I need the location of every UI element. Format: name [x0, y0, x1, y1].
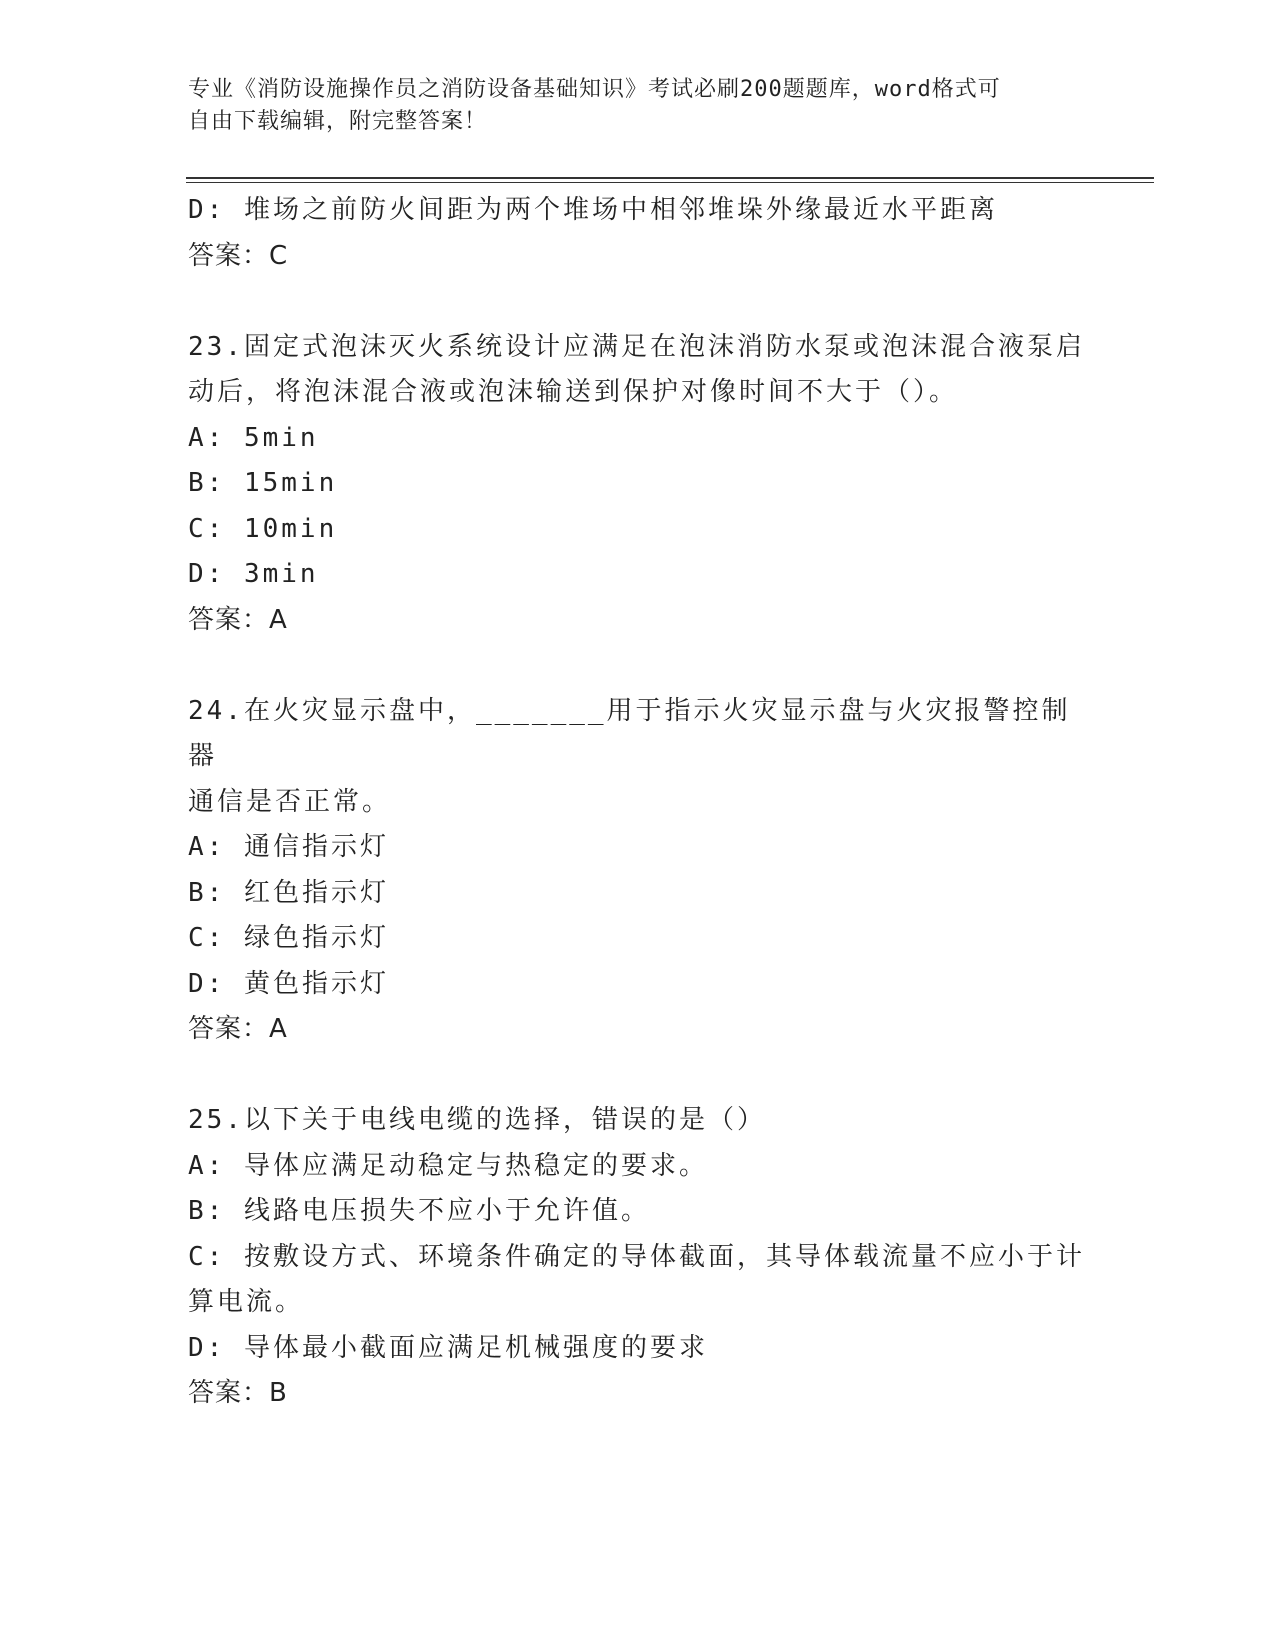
answer-line: 答案：A: [188, 1014, 288, 1044]
option-d: D: 堆场之前防火间距为两个堆场中相邻堆垛外缘最近水平距离: [188, 195, 998, 225]
answer-line: 答案：B: [188, 1378, 288, 1408]
question-25: [188, 1098, 1088, 1417]
page-header: [188, 74, 1068, 138]
option-a: A: 导体应满足动稳定与热稳定的要求。: [188, 1150, 708, 1181]
option-d: D: 黄色指示灯: [188, 968, 389, 999]
option-c: C: 10min: [188, 513, 338, 544]
option-b: B: 15min: [188, 468, 338, 498]
previous-question-continuation: [188, 188, 1088, 279]
question-stem-line: 25.以下关于电线电缆的选择，错误的是（）: [188, 1105, 766, 1135]
answer-line: 答案：A: [188, 604, 288, 635]
option-b: B: 线路电压损失不应小于允许值。: [188, 1196, 650, 1226]
header-divider-thick: [186, 177, 1154, 179]
option-a: A: 通信指示灯: [188, 832, 389, 862]
question-23: [188, 325, 1088, 644]
option-c-continued: 算电流。: [188, 1287, 305, 1317]
option-d: D: 导体最小截面应满足机械强度的要求: [188, 1332, 708, 1363]
option-c: C: 绿色指示灯: [188, 923, 389, 953]
question-24: [188, 689, 1088, 1053]
header-line-2: 自由下载编辑，附完整答案！: [188, 109, 488, 134]
spacer: [188, 279, 1088, 325]
spacer: [188, 643, 1088, 689]
question-stem-line: 23.固定式泡沫灭火系统设计应满足在泡沫消防水泵或泡沫混合液泵启: [188, 331, 1085, 362]
option-a: A: 5min: [188, 422, 319, 453]
question-stem-line: 24.在火灾显示盘中，_______用于指示火灾显示盘与火灾报警控制器: [188, 695, 1071, 771]
option-d: D: 3min: [188, 559, 319, 589]
spacer: [188, 1053, 1088, 1099]
header-line-1: 专业《消防设施操作员之消防设备基础知识》考试必刷200题题库，word格式可: [188, 77, 1001, 102]
option-b: B: 红色指示灯: [188, 877, 389, 908]
question-content: [188, 188, 1088, 1417]
answer-line: 答案：C: [188, 240, 289, 271]
header-divider-thin: [186, 182, 1154, 183]
option-c: C: 按敷设方式、环境条件确定的导体截面，其导体载流量不应小于计: [188, 1241, 1085, 1272]
question-stem-line: 通信是否正常。: [188, 786, 392, 817]
question-stem-line: 动后，将泡沫混合液或泡沫输送到保护对像时间不大于（）。: [188, 377, 959, 407]
